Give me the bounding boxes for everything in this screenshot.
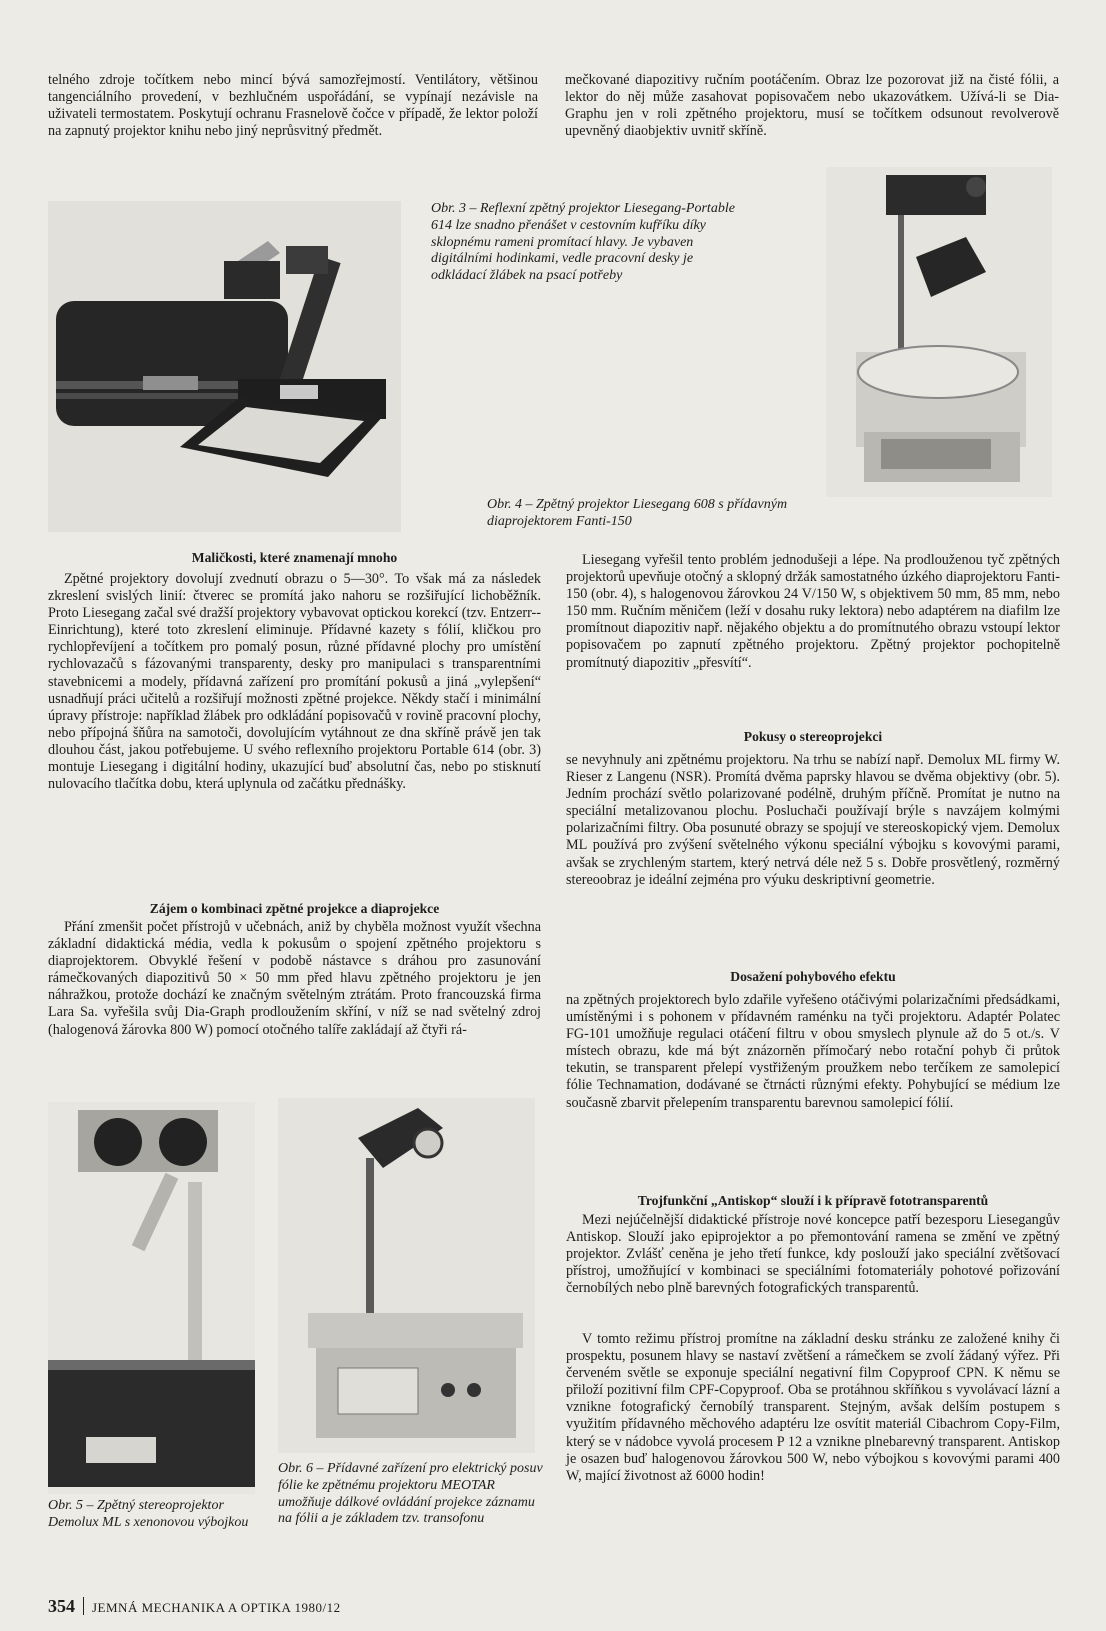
- figure-5-caption: Obr. 5 – Zpětný stereoprojektor Demolux ML s xenonovou výbojkou: [48, 1498, 249, 1530]
- right-paragraph-5: V tomto režimu přístroj promítne na základní desku stránku ze založené knihy či prospektu, posunem hlavy se nastaví zvětšení a rámečkem se zvolí žádaný výřez. Při červeném světle se exponuje speciální negativní film Copyproof CPN. K němu se přiloží pozitivní film CPF-Copyproof. Oba se protáhnou skříňkou s vyvolávací lázní a vznikne fotografický černobílý transparent. Stejným, avšak delším postupem s využitím přídavného měchového adaptéru lze osvítit materiál Cibachrom Copy-Film, který se v nádobce vyvolá procesem P 12 a vznikne plnebarevný transparent. Antiskop je osazen buď halogenovou žárovkou 500 W, nebo výbojkou s kovovými parami 400 W, mající životnost až 6000 hodin!: [566, 1331, 1060, 1484]
- stereo-projector-image: [48, 1102, 255, 1494]
- left-paragraph-1: Zpětné projektory dovolují zvednutí obrazu o 5—30°. To však má za následek zkreslení svislých linií: čtverec se promítá jako nahoru se rozšiřující lichoběžník. Proto Liesegang začal své dražší projektory vybavovat optickou korekcí (tzv. Entzerr--Einrichtung), které toto zkreslení eliminuje. Přídavné kazety s fólií, kličkou pro rychlopřevíjení a točítkem pro pomalý posun, různé přídavné plochy pro umístění rychlovazačů s fázovanými transparenty, desky pro manipulaci s transparentními stavebnicemi a modely, přídavná zařízení pro promítání pokusů a jiná „vylepšení“ usnadňují práci učitelů a rozšiřují možnosti zpětné projekce. Někdy stačí i minimální úpravy přístroje: například žlábek pro odkládání popisovačů v rovině pracovní plochy, nebo přípojná šňůra na samotoči, dovolujícím vytáhnout ze dna skříně právě jen tak dlouhou část, jakou potřebujeme. U svého reflexního projektoru Portable 614 (obr. 3) montuje Liesegang i digitální hodiny, ukazující buď absolutní čas, nebo po stisknutí nulovacího tlačítka dobu, která uplynula od začátku přednášky.: [48, 571, 541, 793]
- magazine-title: JEMNÁ MECHANIKA A OPTIKA 1980/12: [92, 1600, 341, 1615]
- right-paragraph-3: na zpětných projektorech bylo zdařile vyřešeno otáčivými polarizačními předsádkami, umístěnými i s pohonem v přídavném raménku na tyči projektoru. Adaptér Polatec FG-101 umožňuje regulaci otáčení filtru v obou smyslech plynule až do 5 ot./s. V místech obrazu, kde má být znázorněn přímočarý nebo rotační pohyb či průtok tekutin, se transparent přelepí vystřiženým proužkem nebo terčíkem ze samolepicí fólie Technamation, dodávané se čtrnácti různými efekty. Pohybující se médium lze současně zbarvit přelepením transparentu barevnou samolepicí fólií.: [566, 992, 1060, 1111]
- figure-4-photo: [826, 167, 1052, 497]
- page-number: 354: [48, 1596, 75, 1616]
- top-right-paragraph: mečkované diapozitivy ručním pootáčením. Obraz lze pozorovat již na čisté fólii, a lektor do něj může zasahovat popisovačem nebo ukazovátkem. Užívá-li se Dia-Graphu jen v roli zpětného projektoru, musí se točítkem odsunout revolverově upevněný diaobjektiv uvnitř skříně.: [565, 72, 1059, 140]
- overhead-projector-with-case-image: [48, 201, 401, 532]
- left-paragraph-2: Přání zmenšit počet přístrojů v učebnách, aniž by chyběla možnost využít všechna základní didaktická média, vedla k pokusům o spojení zpětného projektoru s diaprojektorem. Obvyklé řešení v podobě nástavce s dráhou pro zasunování rámečkovaných diapozitivů 50 × 50 mm před hlavu zpětného projektoru je jen náhražkou, protože dochází ke značným světelným ztrátám. Proto francouzská firma Lara Sa. vyřešila svůj Dia-Graph prodloužením skříní, v níž se nad světelný zdroj (halogenová žárovka 800 W) pomocí otočného talíře zakládají až čtyři rá-: [48, 919, 541, 1038]
- heading-dosazeni: Dosažení pohybového efektu: [730, 969, 896, 984]
- heading-trojfunkcni: Trojfunkční „Antiskop“ slouží i k přípravě fototransparentů: [637, 1193, 989, 1208]
- heading-malickosti: Maličkosti, které znamenají mnoho: [191, 550, 398, 565]
- figure-5-photo: [48, 1102, 255, 1494]
- figure-3-photo: [48, 201, 401, 532]
- figure-6-photo: [278, 1098, 535, 1453]
- figure-3-caption: Obr. 3 – Reflexní zpětný projektor Liesegang-Portable 614 lze snadno přenášet v cestovním kufříku díky sklopnému rameni promítací hlavy. Je vybaven digitálními hodinkami, vedle pracovní desky je odkládací žlábek na psací potřeby: [431, 201, 735, 284]
- right-paragraph-4: Mezi nejúčelnější didaktické přístroje nové koncepce patří bezesporu Liesegangův Antiskop. Slouží jako epiprojektor a po přemontování ramena se změní ve zpětný projektor. Zvlášť ceněna je jeho třetí funkce, kdy poslouží jako speciální zvětšovací přístroj, umožňující v kombinaci se speciálními fotomateriály pohotové pořizování černobílých nebo plně barevných fotografických transparentů.: [566, 1212, 1060, 1297]
- meotar-projector-image: [278, 1098, 535, 1453]
- right-paragraph-1: Liesegang vyřešil tento problém jednodušeji a lépe. Na prodlouženou tyč zpětných projektorů upevňuje otočný a sklopný držák samostatného úzkého diaprojektoru Fanti-150 (obr. 4), s halogenovou žárovkou 24 V/150 W, s objektivem 50 mm, 85 mm, nebo 150 mm. Ručním měničem (leží v dosahu ruky lektora) nebo adaptérem na diafilm lze promítnout diapozitiv např. nějakého objektu a do promítnutého obrazu vstoupí lektor popisovačem po zapnutí zpětného projektoru. Zpětný projektor pochopitelně promítnutý diapozitiv „přesvítí“.: [566, 552, 1060, 671]
- right-paragraph-2: se nevyhnuly ani zpětnému projektoru. Na trhu se nabízí např. Demolux ML firmy W. Rieser z Langenu (NSR). Promítá dvěma paprsky hlavou se dvěma objektivy (obr. 5). Jedním prochází světlo polarizované podélně, druhým příčně. Promítat je nutno na speciální metalizovanou plochu. Posluchači používají brýle s navzájem kolmými polarizačními filtry. Oba posunuté obrazy se spojují ve stereoskopický vjem. Demolux ML používá pro zvýšení světelného výkonu speciální výbojku s kovovými parami, avšak se zrychleným startem, který netrvá déle než 5 s. Dobře prosvětlený, rozměrný stereoobraz je ideální zejména pro výuku deskriptivní geometrie.: [566, 752, 1060, 888]
- footer-divider: [83, 1597, 84, 1615]
- page-footer: [48, 1596, 341, 1617]
- overhead-projector-with-slide-projector-image: [826, 167, 1052, 497]
- top-left-paragraph: telného zdroje točítkem nebo mincí bývá samozřejmostí. Ventilátory, většinou tangenciálního provedení, v bezhlučném uspořádání, se vypínají nezávisle na uživateli termostatem. Poskytují ochranu Frasnelově čočce v případě, že lektor položí na zapnutý projektor knihu nebo jiný neprůsvitný předmět.: [48, 72, 538, 140]
- figure-4-caption: Obr. 4 – Zpětný projektor Liesegang 608 s přídavným diaprojektorem Fanti-150: [487, 497, 788, 529]
- figure-6-caption: Obr. 6 – Přídavné zařízení pro elektrický posuv fólie ke zpětnému projektoru MEOTAR umožňuje dálkové ovládání projekce záznamu na fólii a je základem tzv. transofonu: [278, 1461, 543, 1527]
- heading-zajem: Zájem o kombinaci zpětné projekce a diaprojekce: [149, 901, 440, 916]
- heading-pokusy: Pokusy o stereoprojekci: [743, 729, 883, 744]
